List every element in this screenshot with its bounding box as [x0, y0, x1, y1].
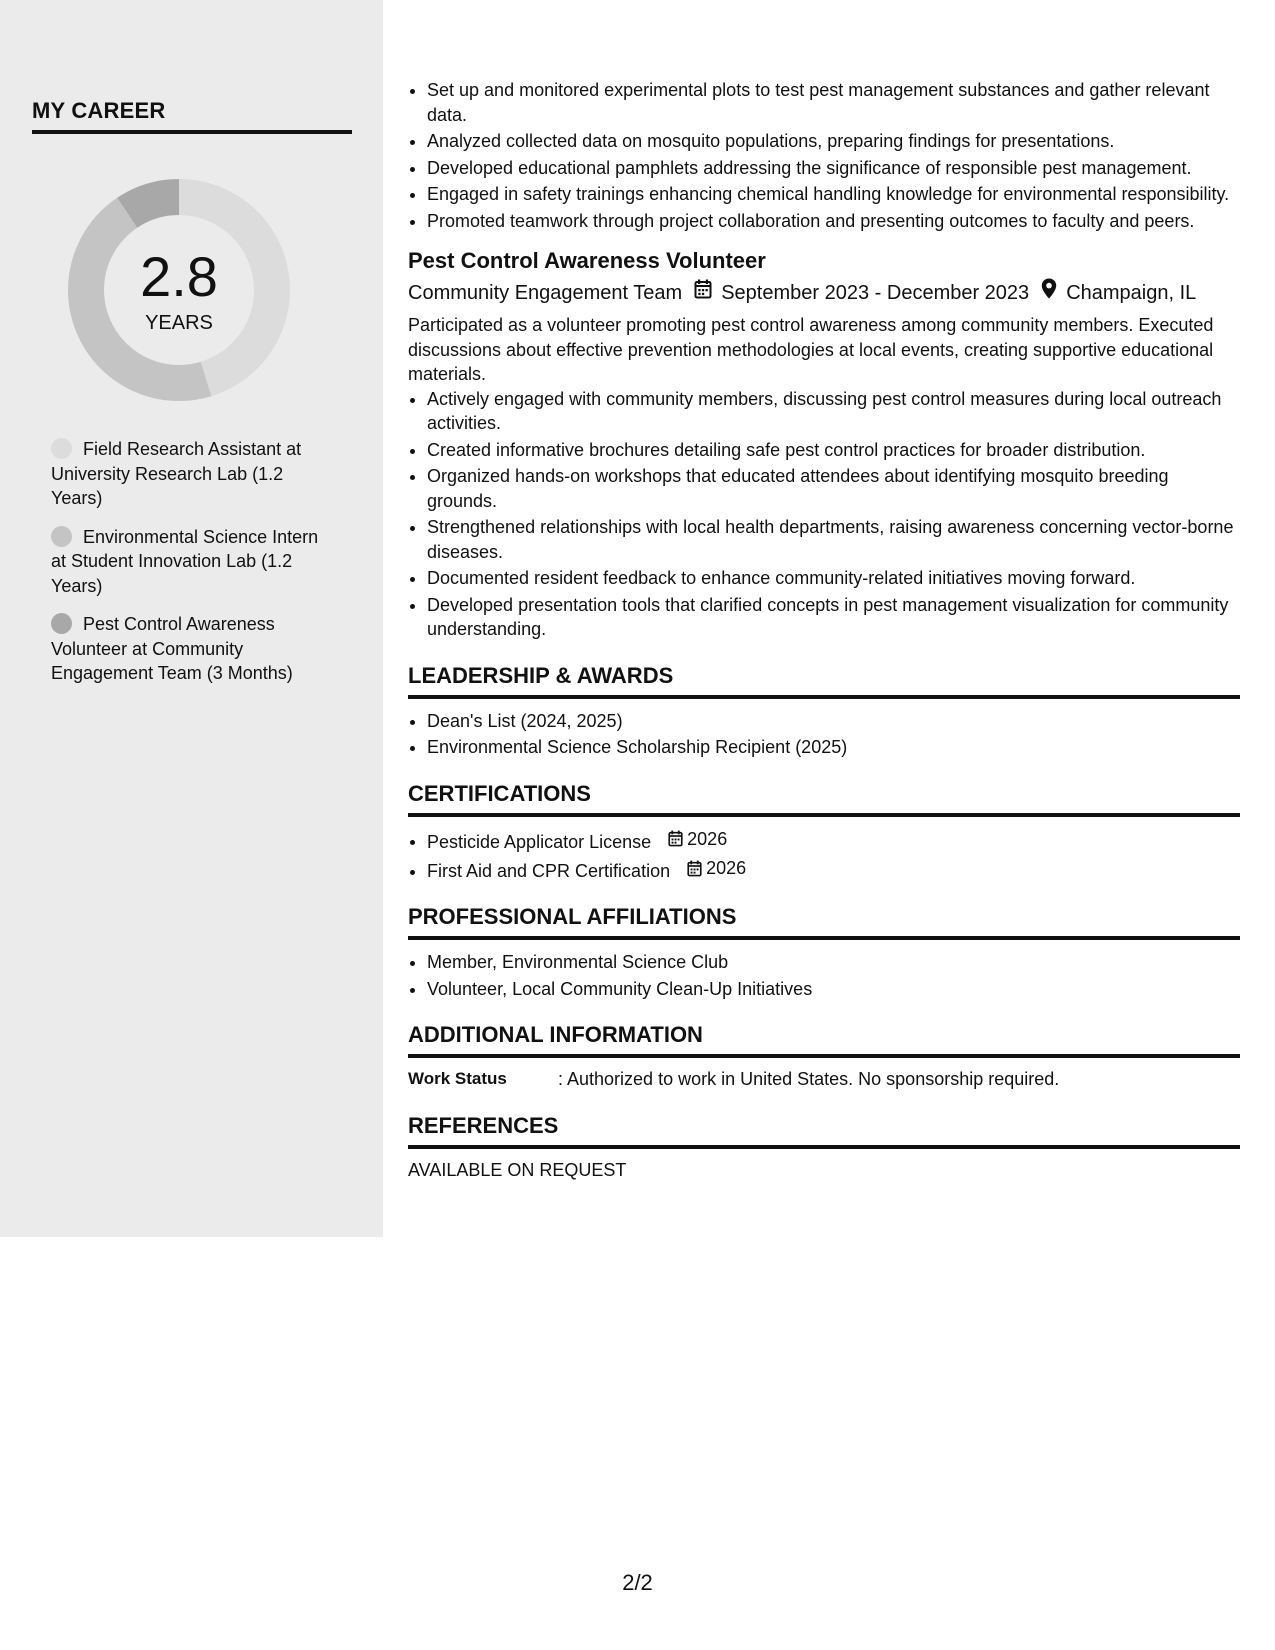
bullet-item: • Engaged in safety trainings enhancing chemical handling knowledge for environmental responsibility.: [427, 182, 1240, 207]
certification-year: 2026: [687, 828, 728, 849]
bullet-item: • Documented resident feedback to enhance community-related initiatives moving forward.: [427, 566, 1240, 591]
affiliations-list: [408, 950, 1240, 1001]
work-status-label: Work Status: [408, 1069, 507, 1088]
location-pin-icon: [1041, 278, 1057, 308]
award-item: • Dean's List (2024, 2025): [427, 709, 1240, 734]
additional-info-heading: ADDITIONAL INFORMATION: [408, 1020, 1240, 1058]
bullet-item: • Promoted teamwork through project collaboration and presenting outcomes to faculty and peers.: [427, 209, 1240, 234]
certification-name: Pesticide Applicator License: [427, 831, 652, 852]
job-title: Pest Control Awareness Volunteer: [408, 248, 766, 273]
job-location: Champaign, IL: [1066, 282, 1197, 304]
leadership-list: [408, 709, 1240, 760]
bullet-item: • Developed presentation tools that clarified concepts in pest management visualization for community understanding.: [427, 593, 1240, 642]
certifications-heading: CERTIFICATIONS: [408, 779, 1240, 817]
references-heading: REFERENCES: [408, 1111, 1240, 1149]
career-legend-text: Field Research Assistant at University Research Lab (1.2 Years): [51, 439, 302, 508]
bullet-item: • Actively engaged with community members, discussing pest control measures during local outreach activities.: [427, 387, 1240, 436]
legend-dot: [51, 613, 72, 634]
legend-dot: [51, 526, 72, 547]
job-bullets: [408, 387, 1240, 642]
job-meta: [408, 278, 1240, 308]
certification-item: [427, 827, 1240, 854]
certification-date: [687, 856, 746, 881]
affiliation-item: • Volunteer, Local Community Clean-Up Initiatives: [427, 977, 1240, 1002]
job-company: Community Engagement Team: [408, 282, 683, 304]
career-donut-chart: [66, 177, 292, 403]
career-heading: MY CAREER: [32, 98, 352, 134]
job-description: Participated as a volunteer promoting pest control awareness among community members. Executed discussions about effective prevention methodologies at local events, creating supportive educational materials.: [408, 315, 1214, 384]
affiliations-heading: PROFESSIONAL AFFILIATIONS: [408, 902, 1240, 940]
work-status-value: : Authorized to work in United States. No sponsorship required.: [558, 1069, 1060, 1089]
career-legend-text: Environmental Science Intern at Student Innovation Lab (1.2 Years): [51, 526, 319, 596]
legend-dot: [51, 438, 72, 459]
certification-item: [427, 856, 1240, 883]
total-years-value: 2.8: [140, 245, 218, 308]
career-legend: [51, 437, 331, 700]
bullet-item: • Strengthened relationships with local health departments, raising awareness concerning vector-borne diseases.: [427, 515, 1240, 564]
previous-job-bullets: [408, 78, 1240, 233]
work-status-row: [408, 1067, 1240, 1092]
career-legend-item: [51, 437, 331, 511]
certification-date: [668, 827, 727, 852]
award-item: • Environmental Science Scholarship Recipient (2025): [427, 735, 1240, 760]
bullet-item: • Organized hands-on workshops that educated attendees about identifying mosquito breeding grounds.: [427, 464, 1240, 513]
certifications-list: [408, 827, 1240, 884]
bullet-item: • Set up and monitored experimental plots to test pest management substances and gather relevant data.: [427, 78, 1240, 127]
job-dates: September 2023 - December 2023: [721, 282, 1030, 304]
total-years-unit: YEARS: [145, 312, 213, 334]
leadership-heading: LEADERSHIP & AWARDS: [408, 661, 1240, 699]
career-legend-item: [51, 525, 331, 599]
bullet-item: • Created informative brochures detailing safe pest control practices for broader distribution.: [427, 438, 1240, 463]
references-text: AVAILABLE ON REQUEST: [408, 1159, 627, 1180]
calendar-icon: [687, 860, 702, 877]
page-number: 2/2: [622, 1570, 653, 1595]
certification-name: First Aid and CPR Certification: [427, 860, 671, 881]
bullet-item: • Developed educational pamphlets addressing the significance of responsible pest management.: [427, 156, 1240, 181]
affiliation-item: • Member, Environmental Science Club: [427, 950, 1240, 975]
main-content: [408, 78, 1240, 1182]
career-legend-text: Pest Control Awareness Volunteer at Community Engagement Team (3 Months): [51, 614, 293, 683]
calendar-icon: [668, 830, 683, 847]
career-legend-item: [51, 612, 331, 686]
bullet-item: • Analyzed collected data on mosquito populations, preparing findings for presentations.: [427, 129, 1240, 154]
certification-year: 2026: [706, 857, 747, 878]
sidebar: [0, 0, 383, 1237]
calendar-icon: [694, 278, 712, 308]
